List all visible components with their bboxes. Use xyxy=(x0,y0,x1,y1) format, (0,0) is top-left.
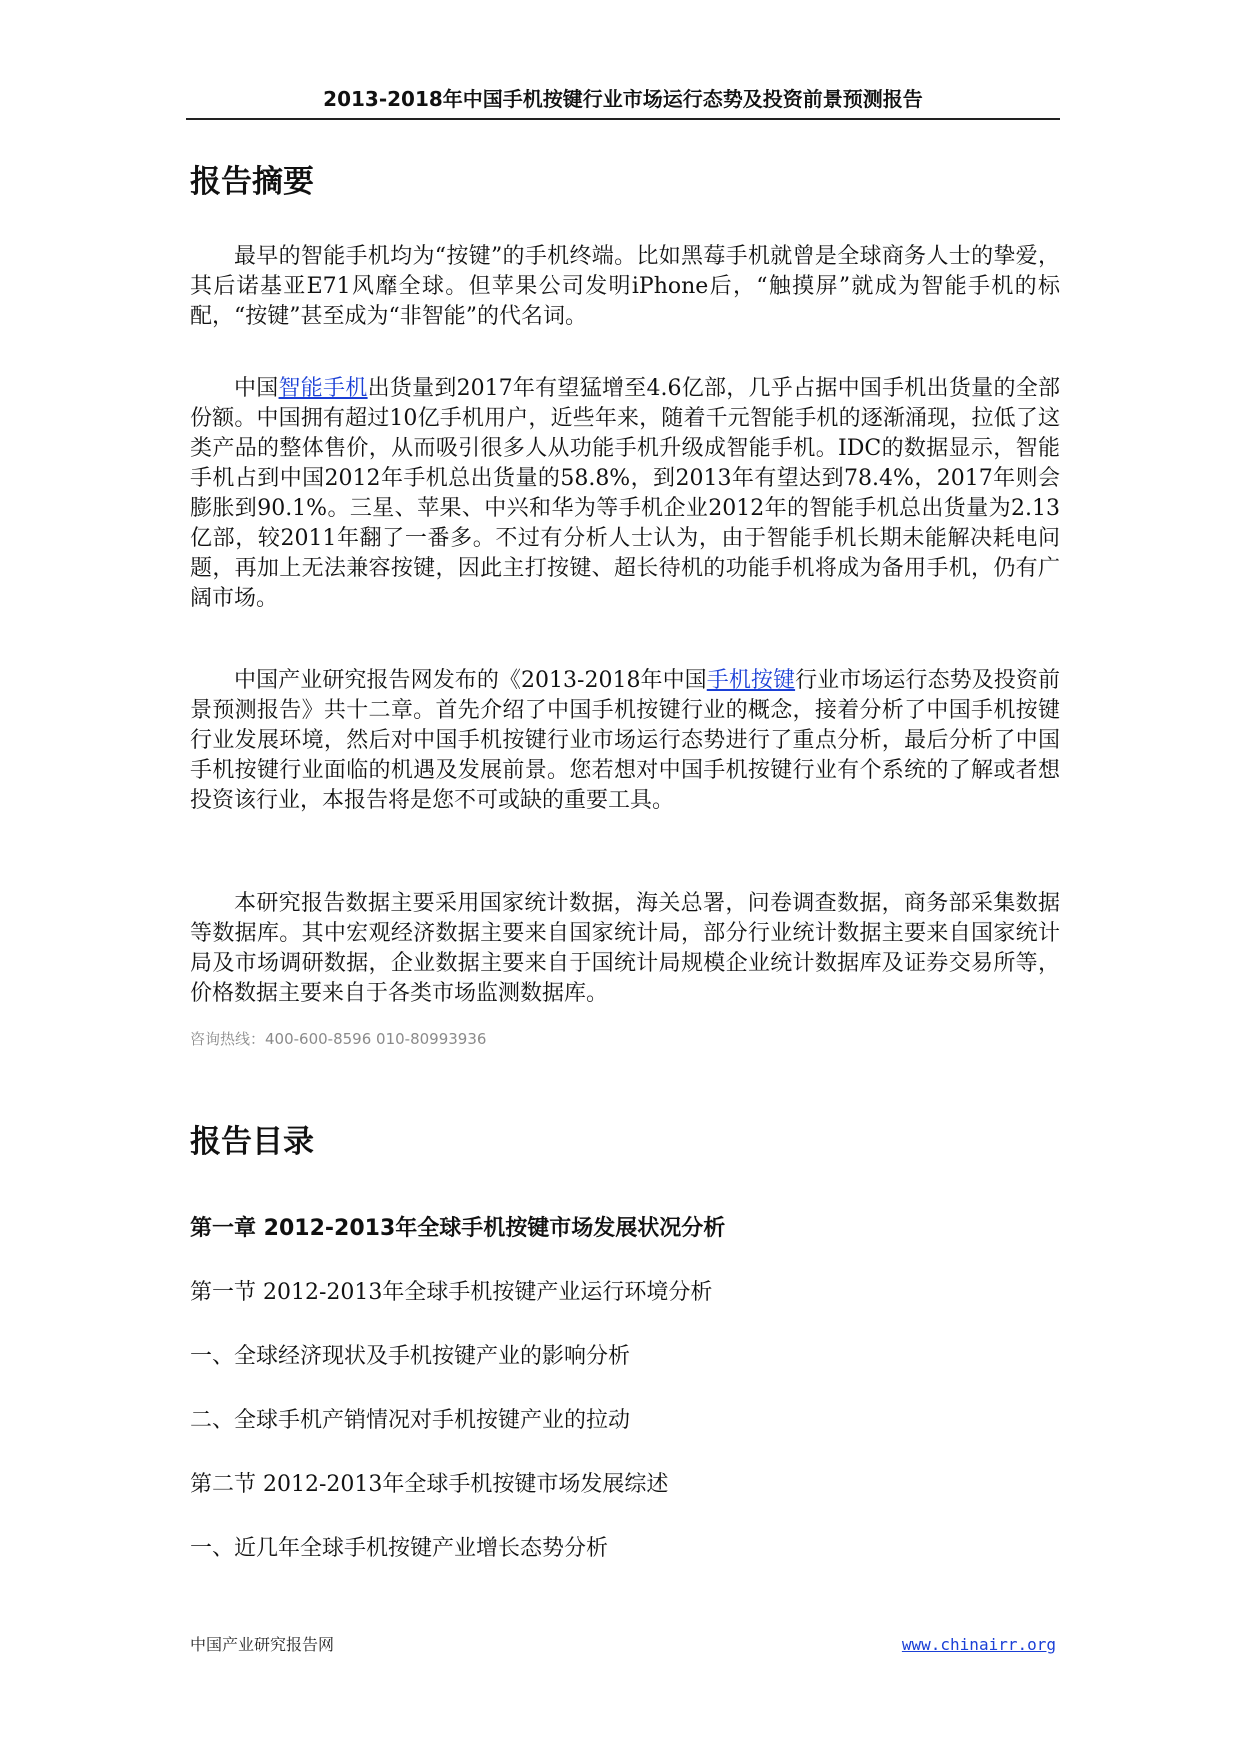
summary-heading: 报告摘要 xyxy=(190,164,314,200)
footer-website-link[interactable]: www.chinairr.org xyxy=(901,1635,1056,1654)
toc-item-1-2-1[interactable]: 一、近几年全球手机按键产业增长态势分析 xyxy=(190,1536,609,1561)
summary-paragraph-4: 本研究报告数据主要采用国家统计数据，海关总署，问卷调查数据，商务部采集数据等数据库。其中宏观经济数据主要来自国家统计局，部分行业统计数据主要来自国家统计局及市场调研数据，企业数据主要来自于国统计局规模企业统计数据库及证券交易所等，价格数据主要来自于各类市场监测数据库。 xyxy=(190,891,1060,1006)
footer-site-name: 中国产业研究报告网 xyxy=(190,1635,335,1654)
paragraph-2-text-start: 中国 xyxy=(234,376,279,401)
phone-keypad-link[interactable]: 手机按键 xyxy=(706,668,796,693)
toc-chapter-1[interactable]: 第一章 2012-2013年全球手机按键市场发展状况分析 xyxy=(190,1216,726,1241)
paragraph-3-text-start: 中国产业研究报告网发布的《2013-2018年中国 xyxy=(234,668,707,693)
toc-section-1-2[interactable]: 第二节 2012-2013年全球手机按键市场发展综述 xyxy=(190,1472,669,1497)
paragraph-2-text-rest: 出货量到2017年有望猛增至4.6亿部，几乎占据中国手机出货量的全部份额。中国拥有超过10亿手机用户，近些年来，随着千元智能手机的逐渐涌现，拉低了这类产品的整体售价，从而吸引很多人从功能手机升级成智能手机。IDC的数据显示，智能手机占到中国2012年手机总出货量的58.8%，到2013年有望达到78.4%，2017年则会膨胀到90.1%。三星、苹果、中兴和华为等手机企业2012年的智能手机总出货量为2.13亿部，较2011年翻了一番多。不过有分析人士认为，由于智能手机长期未能解决耗电问题，再加上无法兼容按键，因此主打按键、超长待机的功能手机将成为备用手机，仍有广阔市场。 xyxy=(190,376,1060,611)
summary-paragraph-3 xyxy=(190,666,1060,816)
toc-item-1-1-1[interactable]: 一、全球经济现状及手机按键产业的影响分析 xyxy=(190,1344,631,1369)
header-divider xyxy=(186,118,1060,120)
hotline-text: 咨询热线：400-600-8596 010-80993936 xyxy=(190,1030,487,1048)
running-header-title: 2013-2018年中国手机按键行业市场运行态势及投资前景预测报告 xyxy=(323,87,923,111)
summary-paragraph-2 xyxy=(190,374,1060,614)
smartphone-link[interactable]: 智能手机 xyxy=(278,376,368,401)
paragraph-3-text-rest: 行业市场运行态势及投资前景预测报告》共十二章。首先介绍了中国手机按键行业的概念，接着分析了中国手机按键行业发展环境，然后对中国手机按键行业市场运行态势进行了重点分析，最后分析了中国手机按键行业面临的机遇及发展前景。您若想对中国手机按键行业有个系统的了解或者想投资该行业，本报告将是您不可或缺的重要工具。 xyxy=(190,668,1060,813)
toc-section-1-1[interactable]: 第一节 2012-2013年全球手机按键产业运行环境分析 xyxy=(190,1280,713,1305)
summary-paragraph-1: 最早的智能手机均为“按键”的手机终端。比如黑莓手机就曾是全球商务人士的挚爱，其后诺基亚E71风靡全球。但苹果公司发明iPhone后，“触摸屏”就成为智能手机的标配，“按键”甚至成为“非智能”的代名词。 xyxy=(190,244,1060,329)
toc-heading: 报告目录 xyxy=(190,1124,314,1160)
toc-item-1-1-2[interactable]: 二、全球手机产销情况对手机按键产业的拉动 xyxy=(190,1408,631,1433)
